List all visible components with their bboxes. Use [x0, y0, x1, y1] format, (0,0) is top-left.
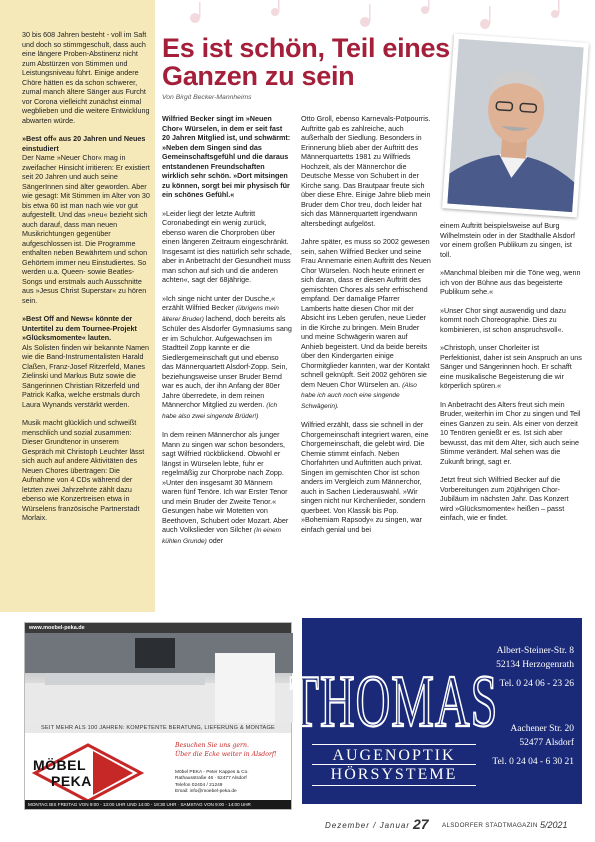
- sidebar-text: [22, 30, 150, 532]
- brand-wordmark: THOMAS: [289, 659, 499, 743]
- invitation-line-1: Besuchen Sie uns gern.: [175, 742, 249, 749]
- ad-line-hoersysteme: HÖRSYSTEME: [312, 764, 476, 786]
- subheading: »Best off« aus 20 Jahren und Neues einstudiert: [22, 134, 146, 153]
- address-line: Möbel PEKA - Peter Kappes & Co.: [175, 770, 249, 775]
- paragraph: »Christoph, unser Chorleiter ist Perfektionist, daher ist sein Anspruch an uns Sänger und Sängerinnen hoch. Er schafft eine musikalische Begeisterung die wir körperlich spüren.«: [440, 343, 582, 390]
- italic-note: (übrigens mein älterer Bruder): [162, 305, 279, 323]
- city: 52477 Alsdorf: [519, 738, 574, 748]
- city: 52134 Herzogenrath: [496, 660, 574, 670]
- byline: Von Birgit Becker-Mannheims: [162, 94, 252, 101]
- kitchen-image: [25, 633, 293, 723]
- paragraph: [162, 294, 292, 422]
- page-number: 27: [413, 816, 429, 832]
- page-footer: [0, 815, 595, 842]
- ad-invitation: [175, 741, 285, 759]
- street: Aachener Str. 20: [510, 724, 574, 734]
- text-span: »Ich singe nicht unter der Dusche,« erzählt Wilfried Becker: [162, 293, 276, 312]
- location-alsdorf: [482, 722, 574, 769]
- kitchen-photo: [25, 633, 291, 723]
- issue-month: Dezember / Januar: [325, 821, 411, 830]
- paragraph: [301, 237, 431, 411]
- paragraph: [162, 430, 292, 546]
- paragraph: einem Auftritt beispielsweise auf Burg Wilhelmstein oder in der Stadthalle Alsdorf vor einem großen Publikum zu singen, ist toll.: [440, 221, 576, 259]
- portrait-image: [447, 39, 583, 212]
- street: Albert-Steiner-Str. 8: [496, 646, 574, 656]
- paragraph: Otto Groll, ebenso Karnevals-Potpourris. Auftritte gab es zahlreiche, auch außerhalb der Siedlung. Besonders in Erinnerung blieb aber der Auftritt des Männerquartetts 1981 zu Wilfrieds Hochzeit, als der Männerchor die Deutsche Messe von Schubert in der Kirche sang. Das Brautpaar freute sich über diese Ehre. Einige Jahre blieb mein Bruder dem Chor treu, doch leider hat sich das Männerquartett irgendwann altersbedingt aufgelöst.: [301, 114, 431, 228]
- article-column-1: [162, 114, 292, 555]
- man-portrait-icon: [447, 39, 583, 212]
- sidebar-column: [0, 0, 155, 612]
- moebel-peka-ad[interactable]: [24, 622, 292, 810]
- paragraph: »Manchmal bleiben mir die Töne weg, wenn ich von der Bühne aus das begeisterte Publikum sehe.«: [440, 268, 581, 296]
- text-span: oder: [208, 535, 224, 545]
- paragraph: Der Name »Neuer Chor« mag in zweifacher Hinsicht irritieren: Er existiert seit 20 Jahren und auch seine SängerInnen sind älter geworden. Aber wie gesagt: Mit Stimmen im Alter von 30 bis etwa 60 ist man nach wie vor gut aufgestellt. Und das »neu« bezieht sich auch darauf, dass man neuen Musikrichtungen gegenüber aufgeschlossen ist. Die Programme enthalten neben Bewährtem und schon Gehörtem immer neu Einstudiertes. So werden u.a. Queen- sowie Beatles-Songs und erstmals auch Ausschnitte aus »Jesus Christ Superstar« zu hören sein.: [22, 153, 150, 305]
- ad-line-augenoptik: AUGENOPTIK: [312, 744, 476, 765]
- portrait-photo: [442, 34, 589, 218]
- italic-note: (In einem kühlen Grunde): [162, 527, 282, 545]
- ad-address: [175, 770, 287, 796]
- location-herzogenrath: [482, 644, 574, 691]
- moebel-peka-logo: [33, 743, 143, 803]
- ad-url[interactable]: www.moebel-peka.de: [25, 623, 291, 633]
- article-title: Es ist schön, Teil eines Ganzen zu sein: [162, 33, 450, 91]
- thomas-brand-logo: [289, 630, 499, 743]
- paragraph: Als Solisten finden wir bekannte Namen wie die Band-Instrumentalisten Harald Claßen, Franz-Josef Ritzerfeld, Manes Zielinski und Markus Butz sowie die Sängerinnen Christian Ritzerfeld und Patrick Kafka, welche erstmals durch Laura Wynands verstärkt werden.: [22, 342, 150, 409]
- paragraph: Wilfried erzählt, dass sie schnell in der Chorgemeinschaft integriert waren, eine Chorgemeinschaft, die gelebt wird. Die Chemie stimmt einfach. Neben Chorfahrten und Auftritten auch privat. Singen im gemischten Chor ist schon anders im Vergleich zum Männerchor, auch in Sachen Liederauswahl. »Wir singen nicht nur Kirchenlieder, sondern querbeet. Von Klassik bis Pop. »Bohemiam Rapsody« zu singen, war einfach genial und bei: [301, 420, 429, 534]
- lead-paragraph: Wilfried Becker singt im »Neuen Chor« Würselen, in dem er seit fast 20 Jahren Mitglied ist, und schwärmt: »Neben dem Singen sind das Gemeinschaftsgefühl und die daraus entstandenen Freundschaften wirklich sehr schön. »Dort mitsingen zu können, sorgt bei mir physisch für ein schönes Gefühl.«: [162, 114, 291, 199]
- address-line: Rathausstraße 46 · 52477 Alsdorf: [175, 776, 247, 782]
- phone-line: Telefon 02404 / 21249: [175, 782, 223, 788]
- paragraph: »Unser Chor singt auswendig und dazu kommt noch Choreographie. Dies zu kombinieren, ist schon anspruchsvoll«.: [440, 305, 566, 334]
- paragraph: 30 bis 608 Jahren besteht - voll im Saft und doch so stimmgeschult, dass auch eine längere Proben-Abstinenz nicht zum Abstürzen von Stimmen und Leistungsniveau führt. Einige andere Chöre hätten es da schon schwerer, zumal manch ältere Sänger aus Furcht vor Corona vielleicht zunächst einmal wegblieben und die weitere Entwicklung abwarten würde.: [22, 30, 150, 125]
- text-span: Jahre später, es muss so 2002 gewesen sein, sahen Wilfried Becker und seine Frau Annemarie einen Auftritt des Neuen Chor Würselen. Noch heute erinnert er sich daran, dass er diesen Auftritt des gemischten Chores als sehr erfrischend empfand. Der damalige Pfarrer Lamberts hatte diesen Chor mit der Absicht ins Leben gerufen, neue Lieder in die Kirche zu bringen. Mein Bruder und meine Schwägerin waren auf Anhieb begeistert. Und da beide bereits über den Kindergarten einige Chormitglieder kannten, war der Kontakt schnell geknüpft. Seit 2002 gehören sie dem Neuen Chor Würselen an.: [301, 237, 431, 389]
- article-column-2: [301, 114, 431, 543]
- paragraph: Jetzt freut sich Wilfried Becker auf die Vorbereitungen zum 20jährigen Chor-Jubiläum im nächsten Jahr. Das Konzert wird »Glücksmomente« heißen – passt einfach, wie er findet.: [440, 475, 569, 522]
- paragraph: Musik macht glücklich und schweißt menschlich und sozial zusammen: Dieser Grundtenor in unserem Gespräch mit Christoph Leuchter lässt sich auch auf andere Aktivitäten des Neuen Chores übertragen: Die Aufnahme von 4 CDs während der letzten zwei Jahrzehnte zählt dazu ebenso wie Konzertreisen etwa in Würselens französische Partnerstadt Morlaix.: [22, 418, 145, 522]
- article-column-3: [440, 221, 582, 532]
- opening-hours: MONTAG BIS FREITAG VON 9:00 - 13:00 UHR UND 14:00 - 18:30 UHR · SAMSTAG VON 9:00 - 14:00 UHR: [25, 800, 291, 809]
- text-span: lachend, doch bereits als Schüler des Alsdorfer Gymnasiums sang er im Schulchor. Aufgewachsen im Stadtteil Zopp kannte er die Siedlergemeinschaft gut und ebenso das Männerquartett Alsdorf-Zopp. Sein, beziehungsweise unser Bruder Bernd war es auch, der ihn Anfang der 80er Jahre überredete, in dem reinen Männerchor Mitglied zu werden.: [162, 313, 292, 409]
- logo-word-2: PEKA: [51, 773, 92, 789]
- paragraph: In Anbetracht des Alters freut sich mein Bruder, weiterhin im Chor zu singen und Teil eines Ganzen zu sein. Als einer von derzeit 10 Tenören genießt er es. Ist sich aber bewusst, das mit dem Alter, sich auch seine Stimme verändert. Mal sehen was die Zukunft bringt, sagt er.: [440, 399, 581, 466]
- logo-word-1: MÖBEL: [33, 757, 87, 773]
- magazine-name: ALSDORFER STADTMAGAZIN: [442, 822, 538, 829]
- subheading: »Best Off and News« könnte der Untertitel zu dem Tournee-Projekt »Glücksmomente« lauten.: [22, 314, 137, 342]
- ad-tagline: SEIT MEHR ALS 100 JAHREN: KOMPETENTE BERATUNG, LIEFERUNG & MONTAGE: [25, 723, 291, 733]
- invitation-line-2: Über die Ecke weiter in Alsdorf!: [175, 751, 277, 758]
- phone[interactable]: Tel. 0 24 06 - 23 26: [499, 679, 574, 689]
- italic-note: (Also habe ich auch noch eine singende Schwägerin).: [301, 381, 417, 410]
- paragraph: »Leider liegt der letzte Auftritt Coronabedingt ein wenig zurück, ebenso waren die Chorproben über einen längeren Zeitraum eingeschränkt. Insgesamt ist dies natürlich sehr schade, aber in Anbetracht der Gesundheit muss man schon auf sich und die anderen achten«, sagt der 68jährige.: [162, 208, 292, 284]
- thomas-optik-ad[interactable]: [289, 618, 582, 804]
- issue-number: 5/2021: [540, 820, 568, 830]
- phone[interactable]: Tel. 0 24 04 - 6 30 21: [492, 757, 574, 767]
- italic-note: (Ich habe also zwei singende Brüder!): [162, 402, 278, 420]
- text-span: In dem reinen Männerchor als junger Mann zu singen war schon besonders, sagt Wilfried rückblickend. Obwohl er längst in Würselen lebte, fuhr er regelmäßig zur Chorprobe nach Zopp. »Unter den insgesamt 30 Männern waren fünf Tenöre. Ich war Erster Tenor und mein Bruder der Zweite Tenor.« Gesungen habe wir Motetten von Beethoven, Schubert oder Mozart. Aber auch Volkslieder von Silcher: [162, 430, 289, 534]
- email-line: Email: info@moebel-peka.de: [175, 789, 237, 795]
